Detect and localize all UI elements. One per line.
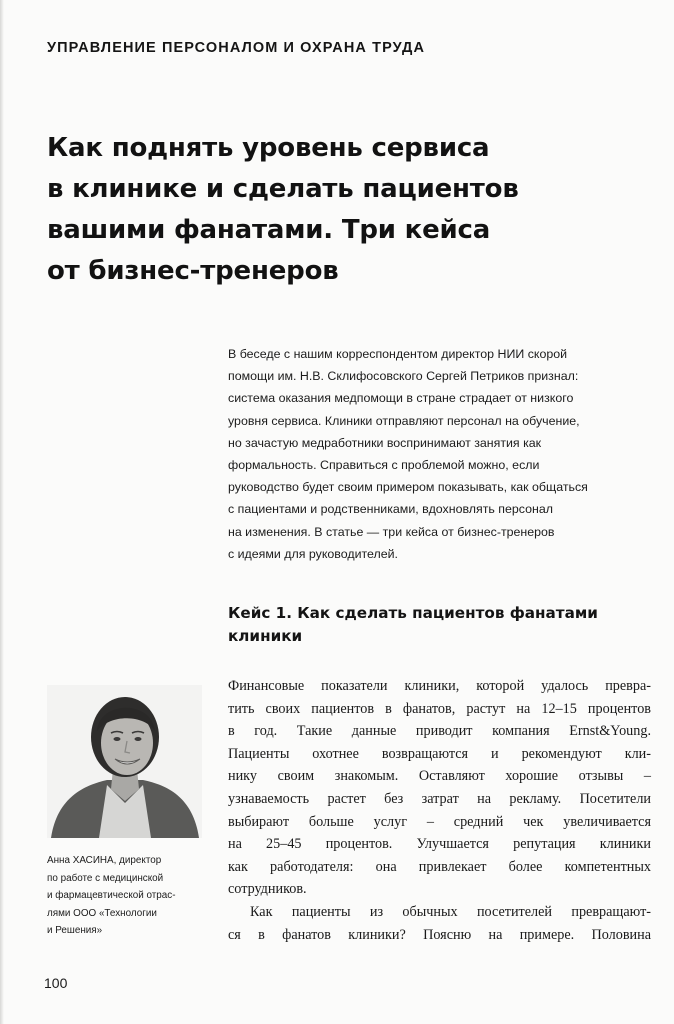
body-line: на 25–45 процентов. Улучшается репутация клиники [228, 836, 651, 853]
portrait-illustration [47, 685, 202, 838]
caption-line: и Решения» [47, 925, 103, 936]
lead-line: В беседе с нашим корреспондентом директор НИИ скорой [228, 347, 568, 361]
lead-paragraph [228, 343, 648, 565]
photo-caption [47, 852, 212, 940]
headline-line: в клинике и сделать пациентов [47, 174, 519, 204]
lead-line: формальность. Справиться с проблемой можно, если [228, 458, 540, 473]
body-line: Как пациенты из обычных посетителей превращают- [250, 903, 651, 920]
body-line: тить своих пациентов в фанатов, растут на 12–15 процентов [228, 700, 651, 717]
lead-line: уровня сервиса. Клиники отправляют персонал на обучение, [228, 413, 580, 428]
article-headline [47, 128, 607, 292]
lead-line: руководство будет своим примером показывать, как общаться [228, 480, 588, 495]
page-number: 100 [44, 975, 68, 991]
headline-line: от бизнес-тренеров [47, 256, 339, 286]
body-line: узнаваемость растет без затрат на рекламу. Посетители [228, 790, 651, 807]
lead-line: но зачастую медработники воспринимают занятия как [228, 435, 542, 450]
caption-line: Анна ХАСИНА, директор [47, 855, 162, 866]
body-line: ся в фанатов клиники? Поясню на примере. Половина [228, 926, 651, 943]
body-line: в год. Такие данные приводит компания Ernst&Young. [228, 723, 651, 740]
body-line: как работодателя: она привлекает более компетентных [228, 858, 651, 875]
section-header: УПРАВЛЕНИЕ ПЕРСОНАЛОМ И ОХРАНА ТРУДА [47, 40, 426, 56]
caption-line: лями ООО «Технологии [47, 907, 157, 919]
body-text [228, 675, 651, 946]
body-line: нику своим знакомым. Оставляют хорошие отзывы – [228, 768, 651, 785]
headline-line: Как поднять уровень сервиса [47, 133, 490, 163]
case-1-heading [228, 602, 648, 648]
lead-line: помощи им. Н.В. Склифосовского Сергей Петриков признал: [228, 369, 579, 384]
lead-line: с пациентами и родственниками, вдохновлять персонал [228, 502, 553, 517]
body-line: Пациенты охотнее возвращаются и рекомендуют кли- [228, 745, 651, 762]
author-photo [47, 685, 202, 838]
lead-line: система оказания медпомощи в стране страдает от низкого [228, 391, 574, 406]
lead-line: с идеями для руководителей. [228, 546, 398, 561]
headline-line: вашими фанатами. Три кейса [47, 215, 491, 245]
case-title-line: Кейс 1. Как сделать пациентов фанатами [228, 604, 598, 622]
lead-line: на изменения. В статье — три кейса от бизнес-тренеров [228, 524, 555, 539]
body-line: сотрудников. [228, 881, 307, 898]
body-line: выбирают больше услуг – средний чек увеличивается [228, 813, 651, 830]
caption-line: и фармацевтической отрас- [47, 890, 176, 901]
case-title-line: клиники [228, 627, 303, 645]
page-edge-shadow [0, 0, 4, 1024]
caption-line: по работе с медицинской [47, 872, 164, 884]
body-line: Финансовые показатели клиники, которой удалось превра- [228, 678, 651, 694]
